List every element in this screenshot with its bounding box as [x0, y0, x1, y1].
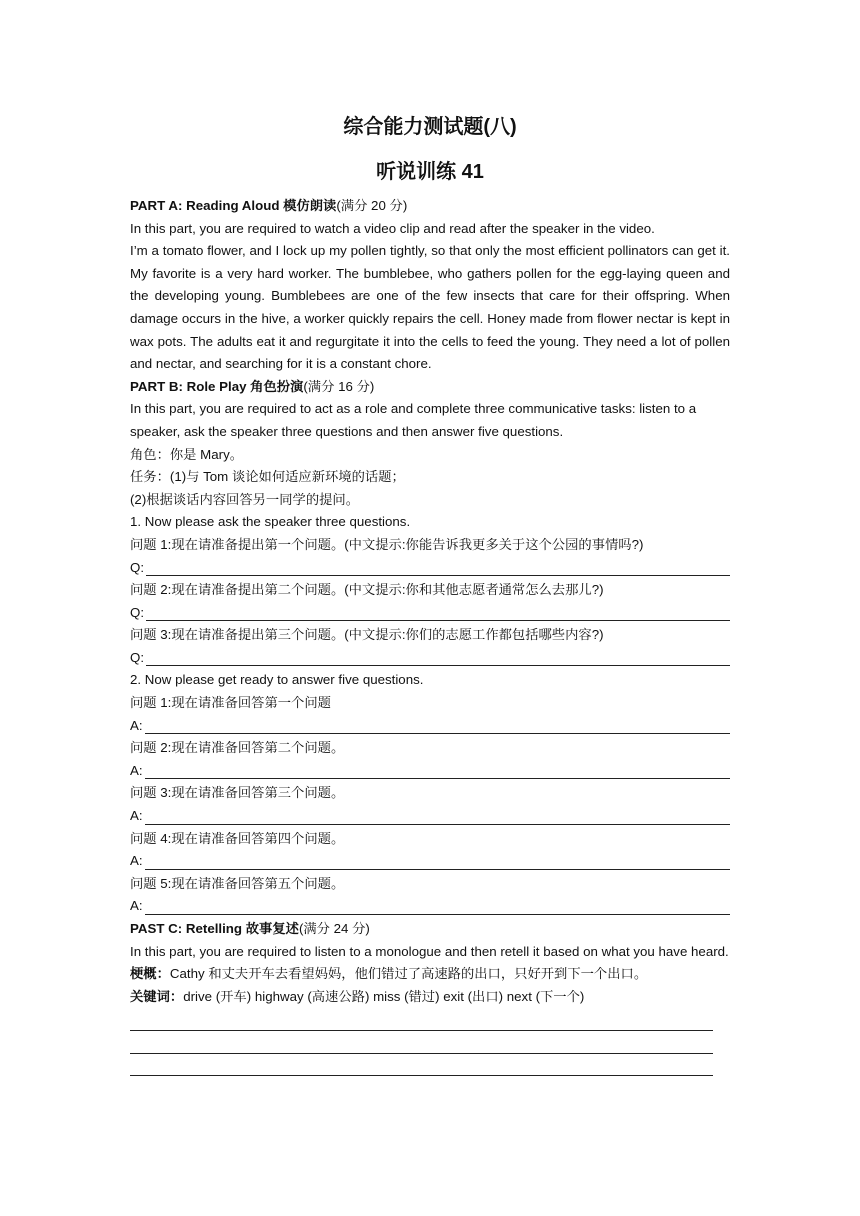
answer-label: A: [130, 808, 143, 824]
answer-questions-heading: 2. Now please get ready to answer five questions. [130, 672, 424, 688]
question-label: Q: [130, 559, 145, 575]
part-a-passage: I’m a tomato flower, and I lock up my pollen tightly, so that only the most efficient pollinators can get it. My favorite is a very hard worker. The bumblebee, who gathers pollen for the egg-laying queen and the developing young. Bumblebees are one of the few insects that care for their offspring. When damage occurs in the hive, a worker quickly repairs the cell. Honey made from flower nectar is kept in wax pots. The adults eat it and regurgitate it into the cells to feed the young. They need a lot of pollen and nectar, and searching for it is a constant chore. [130, 243, 730, 372]
answer-line[interactable] [130, 850, 730, 873]
part-b-heading-title: PART B: Role Play 角色扮演 [130, 378, 304, 394]
keywords-label: 关键词： [130, 988, 184, 1004]
answer-line[interactable] [130, 895, 730, 918]
answer-label: A: [130, 898, 143, 914]
question-label: Q: [130, 649, 145, 665]
part-c-instruction: In this part, you are required to listen to a monologue and then retell it based on what you have heard. [130, 943, 729, 959]
blank-line[interactable] [146, 604, 730, 621]
answer-prompt: 问题 5:现在请准备回答第五个问题。 [130, 875, 345, 891]
part-b-role: 角色：你是 Mary。 [130, 446, 244, 462]
answer-line[interactable] [130, 805, 730, 828]
document-subtitle: 听说训练 41 [376, 161, 484, 183]
keywords-text: drive (开车) highway (高速公路) miss (错过) exit (出口) next (下一个) [183, 988, 585, 1004]
document-title: 综合能力测试题(八) [343, 116, 517, 138]
part-b-task-1: 任务：(1)与 Tom 谈论如何适应新环境的话题； [130, 469, 405, 485]
part-c-summary [130, 963, 730, 986]
part-b-score: (满分 16 分) [303, 378, 375, 394]
summary-label: 梗概： [130, 966, 170, 982]
summary-text: Cathy 和丈夫开车去看望妈妈，他们错过了高速路的出口，只好开到下一个出口。 [169, 966, 648, 982]
part-b-heading [130, 376, 730, 399]
answer-prompt: 问题 4:现在请准备回答第四个问题。 [130, 830, 345, 846]
document-body [130, 195, 730, 1076]
ask-questions-heading: 1. Now please ask the speaker three questions. [130, 514, 411, 530]
blank-line[interactable] [145, 898, 730, 915]
part-a-score: (满分 20 分) [336, 198, 408, 213]
retelling-blank-line[interactable] [130, 1054, 713, 1077]
part-c-keywords [130, 986, 730, 1009]
part-a-heading [130, 195, 730, 218]
answer-line[interactable] [130, 715, 730, 738]
answer-label: A: [130, 717, 143, 733]
question-prompt: 问题 1:现在请准备提出第一个问题。(中文提示:你能告诉我更多关于这个公园的事情吗?) [130, 536, 644, 552]
answer-prompt: 问题 1:现在请准备回答第一个问题 [130, 695, 331, 711]
question-answer-line[interactable] [130, 557, 730, 580]
part-c-heading [130, 918, 730, 941]
question-answer-line[interactable] [130, 647, 730, 670]
part-c-score: (满分 24 分) [298, 921, 370, 936]
part-b-task-2: (2)根据谈话内容回答另一同学的提问。 [130, 491, 360, 507]
question-prompt: 问题 2:现在请准备提出第二个问题。(中文提示:你和其他志愿者通常怎么去那儿?) [130, 582, 604, 598]
answer-prompt: 问题 3:现在请准备回答第三个问题。 [130, 785, 345, 801]
retelling-blank-line[interactable] [130, 1008, 713, 1031]
blank-line[interactable] [146, 559, 730, 576]
question-prompt: 问题 3:现在请准备提出第三个问题。(中文提示:你们的志愿工作都包括哪些内容?) [130, 627, 604, 643]
retelling-blank-line[interactable] [130, 1031, 713, 1054]
part-a-instruction: In this part, you are required to watch a video clip and read after the speaker in the video. [130, 220, 655, 236]
answer-line[interactable] [130, 760, 730, 783]
question-label: Q: [130, 604, 145, 620]
answer-label: A: [130, 762, 143, 778]
blank-line[interactable] [145, 853, 730, 870]
part-a-heading-title: PART A: Reading Aloud 模仿朗读 [130, 198, 337, 213]
blank-line[interactable] [146, 649, 730, 666]
part-b-instruction: In this part, you are required to act as a role and complete three communicative tasks: listen to a speaker, ask the speaker three questions and then answer five questions. [130, 401, 697, 439]
answer-label: A: [130, 853, 143, 869]
blank-line[interactable] [145, 808, 730, 825]
part-c-heading-title: PAST C: Retelling 故事复述 [130, 921, 299, 936]
question-answer-line[interactable] [130, 602, 730, 625]
blank-line[interactable] [145, 762, 730, 779]
answer-prompt: 问题 2:现在请准备回答第二个问题。 [130, 740, 345, 756]
blank-line[interactable] [145, 717, 730, 734]
